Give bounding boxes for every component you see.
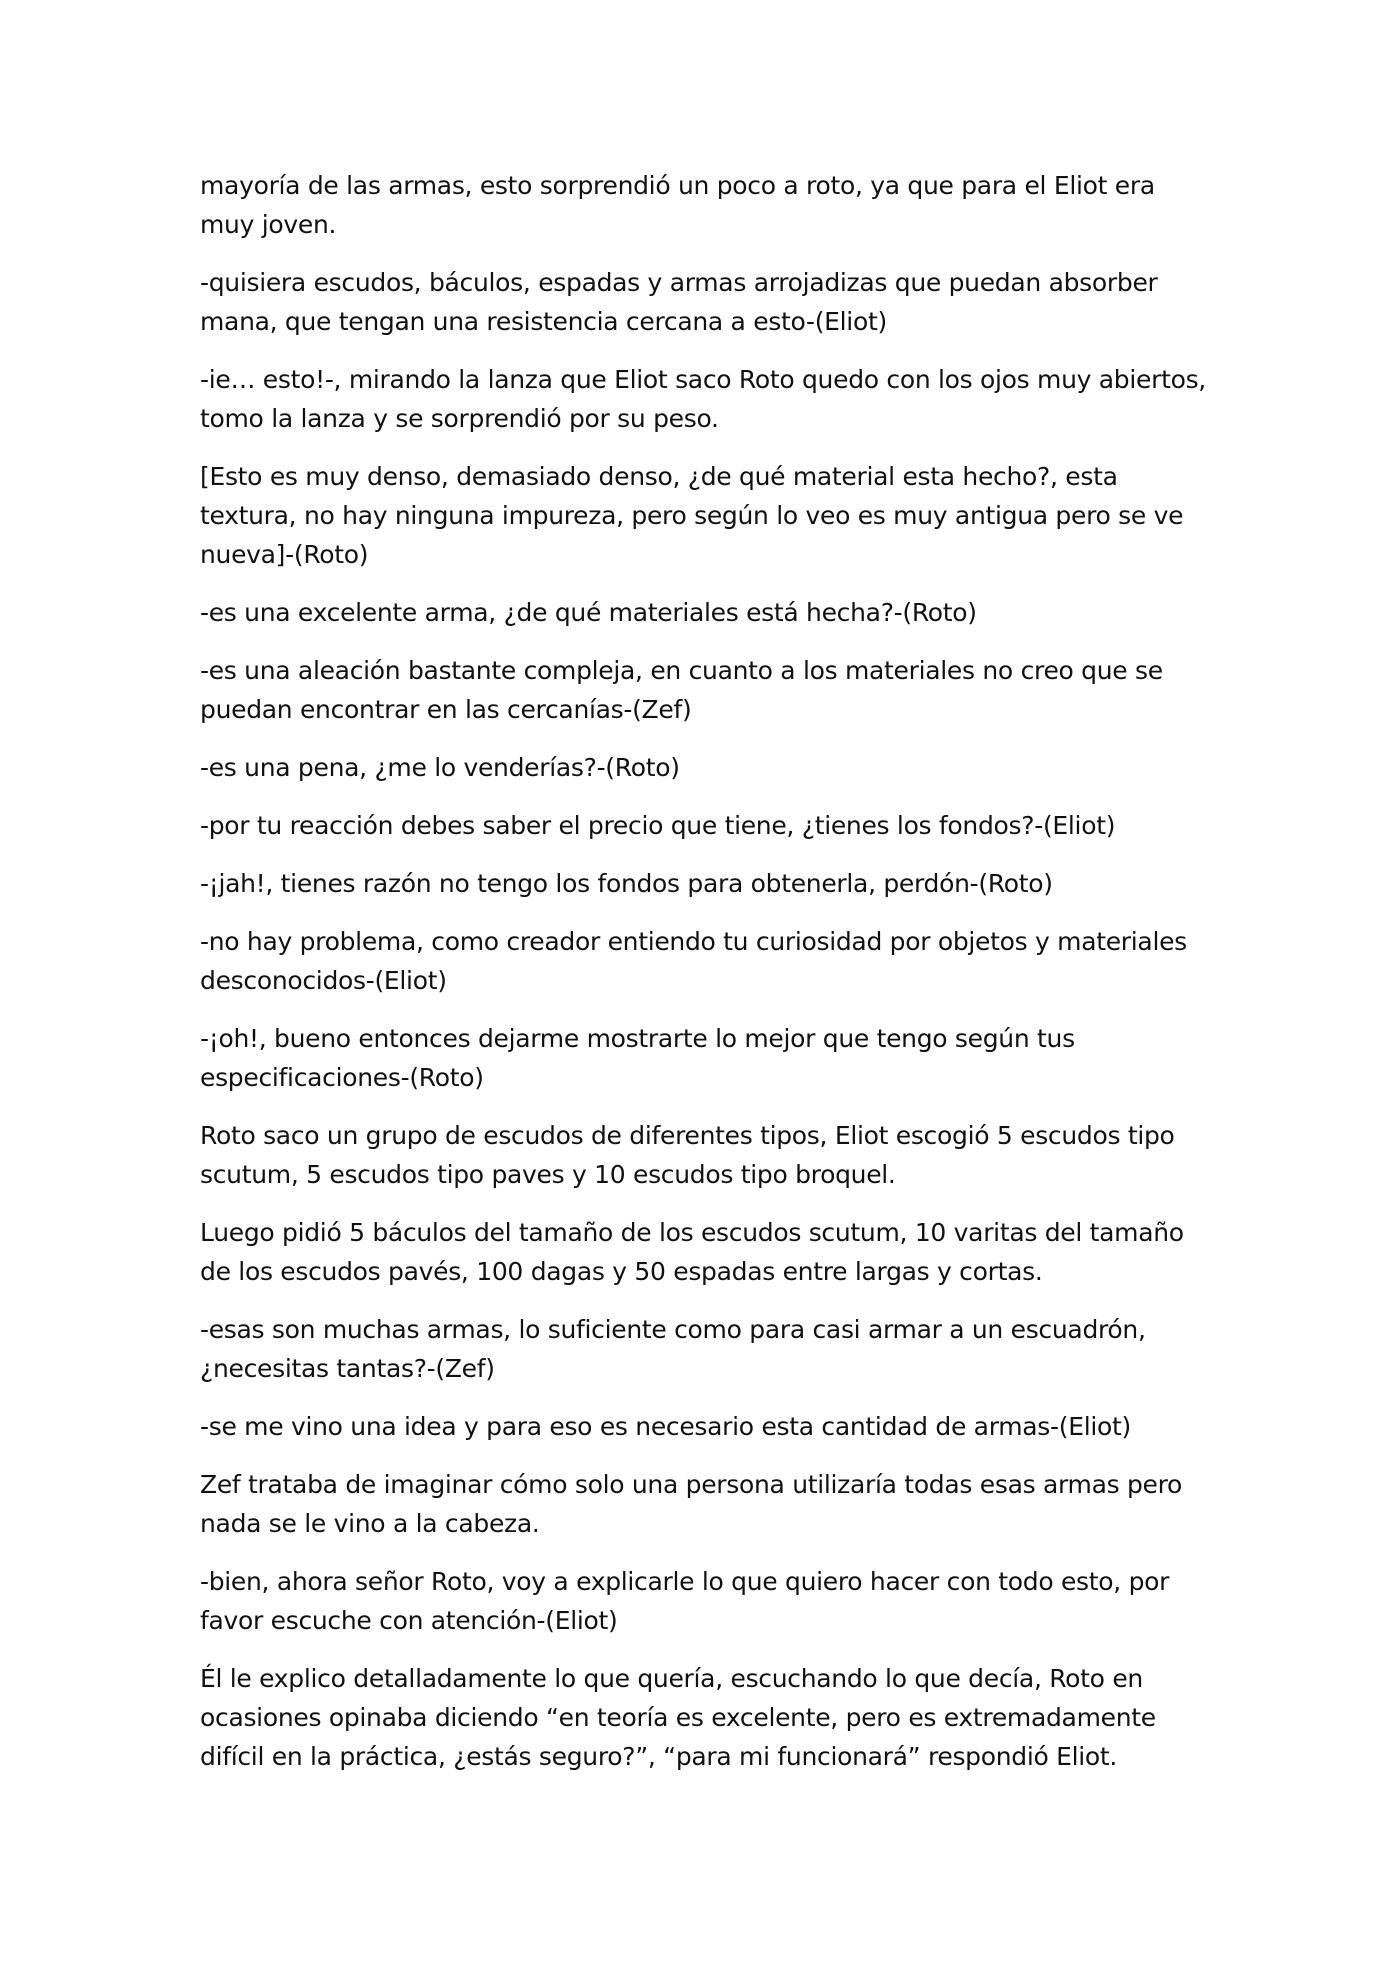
paragraph-3: -ie… esto!-, mirando la lanza que Eliot saco Roto quedo con los ojos muy abiertos, tomo la lanza y se sorprendió por su peso. (200, 365, 1206, 433)
paragraph-7: -es una pena, ¿me lo venderías?-(Roto) (200, 753, 680, 782)
document-text-body (200, 166, 1210, 1795)
paragraph-18: Él le explico detalladamente lo que quería, escuchando lo que decía, Roto en ocasiones opinaba diciendo “en teoría es excelente, pero es extremadamente difícil en la práctica, ¿estás seguro?”, “para mi funcionará” respondió Eliot. (200, 1664, 1156, 1771)
paragraph-11: -¡oh!, bueno entonces dejarme mostrarte lo mejor que tengo según tus especificaciones-(Roto) (200, 1024, 1075, 1092)
paragraph-4: [Esto es muy denso, demasiado denso, ¿de qué material esta hecho?, esta textura, no hay ninguna impureza, pero según lo veo es muy antigua pero se ve nueva]-(Roto) (200, 462, 1184, 569)
paragraph-6: -es una aleación bastante compleja, en cuanto a los materiales no creo que se puedan encontrar en las cercanías-(Zef) (200, 656, 1163, 724)
paragraph-13: Luego pidió 5 báculos del tamaño de los escudos scutum, 10 varitas del tamaño de los escudos pavés, 100 dagas y 50 espadas entre largas y cortas. (200, 1218, 1184, 1286)
paragraph-2: -quisiera escudos, báculos, espadas y armas arrojadizas que puedan absorber mana, que tengan una resistencia cercana a esto-(Eliot) (200, 268, 1158, 336)
paragraph-14: -esas son muchas armas, lo suficiente como para casi armar a un escuadrón, ¿necesitas tantas?-(Zef) (200, 1315, 1146, 1383)
paragraph-16: Zef trataba de imaginar cómo solo una persona utilizaría todas esas armas pero nada se le vino a la cabeza. (200, 1470, 1183, 1538)
paragraph-1: mayoría de las armas, esto sorprendió un poco a roto, ya que para el Eliot era muy joven. (200, 171, 1155, 239)
paragraph-17: -bien, ahora señor Roto, voy a explicarle lo que quiero hacer con todo esto, por favor escuche con atención-(Eliot) (200, 1567, 1170, 1635)
paragraph-15: -se me vino una idea y para eso es necesario esta cantidad de armas-(Eliot) (200, 1412, 1131, 1441)
paragraph-8: -por tu reacción debes saber el precio que tiene, ¿tienes los fondos?-(Eliot) (200, 811, 1116, 840)
paragraph-10: -no hay problema, como creador entiendo tu curiosidad por objetos y materiales desconocidos-(Eliot) (200, 927, 1187, 995)
paragraph-12: Roto saco un grupo de escudos de diferentes tipos, Eliot escogió 5 escudos tipo scutum, 5 escudos tipo paves y 10 escudos tipo broquel. (200, 1121, 1175, 1189)
paragraph-9: -¡jah!, tienes razón no tengo los fondos para obtenerla, perdón-(Roto) (200, 869, 1053, 898)
paragraph-5: -es una excelente arma, ¿de qué materiales está hecha?-(Roto) (200, 598, 977, 627)
